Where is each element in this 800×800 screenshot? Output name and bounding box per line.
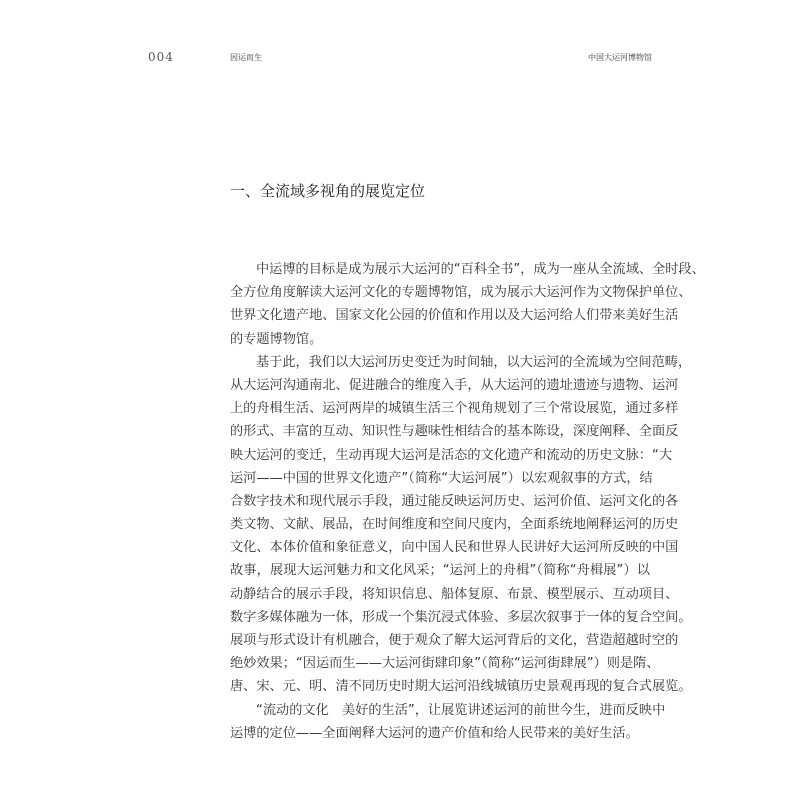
text-line: 文化、本体价值和象征意义，向中国人民和世界人民讲好大运河所反映的中国 [230,540,679,556]
section-title: 一、全流域多视角的展览定位 [230,182,426,201]
text-line: 全方位角度解读大运河文化的专题博物馆，成为展示大运河作为文物保护单位、 [230,285,692,301]
text-line: 运河——中国的世界文化遗产”（简称“大运河展”）以宏观叙事的方式，结 [230,470,653,486]
body-text [230,258,705,745]
text-line: 上的舟楫生活、运河两岸的城镇生活三个视角规划了三个常设展览，通过多样 [230,401,679,417]
paragraph-3 [230,699,666,745]
text-line: 绝妙效果；“因运而生——大运河街肆印象”（简称“运河街肆展”）则是隋、 [230,656,660,672]
running-title-left: 因运而生 [230,53,262,62]
text-line: 故事，展现大运河魅力和文化风采；“运河上的舟楫”（简称“舟楫展”）以 [230,563,650,579]
text-line: “流动的文化 美好的生活”，让展览讲述运河的前世今生，进而反映中 [256,702,666,718]
paragraph-1 [230,258,705,351]
text-line: 类文物、文献、展品，在时间维度和空间尺度内，全面系统地阐释运河的历史 [230,517,679,533]
text-line: 中运博的目标是成为展示大运河的“百科全书”，成为一座从全流域、全时段、 [256,262,705,277]
paragraph-2 [230,351,692,699]
text-line: 从大运河沟通南北、促进融合的维度入手，从大运河的遗址遗迹与遗物、运河 [230,377,679,393]
running-title-right: 中国大运河博物馆 [588,53,652,62]
text-line: 展项与形式设计有机融合，便于观众了解大运河背后的文化，营造超越时空的 [230,633,679,648]
text-line: 合数字技术和现代展示手段，通过能反映运河历史、运河价值、运河文化的各 [230,493,679,509]
page-header [148,50,652,66]
text-line: 运博的定位——全面阐释大运河的遗产价值和给人民带来的美好生活。 [230,725,639,741]
page-number: 004 [148,50,174,64]
text-line: 基于此，我们以大运河历史变迁为时间轴，以大运河的全流域为空间范畴， [256,354,692,370]
text-line: 映大运河的变迁，生动再现大运河是活态的文化遗产和流动的历史文脉：“大 [230,447,673,463]
text-line: 动静结合的展示手段，将知识信息、船体复原、布景、模型展示、互动项目、 [230,586,679,602]
text-line: 数字多媒体融为一体，形成一个集沉浸式体验、多层次叙事于一体的复合空间。 [230,609,692,625]
text-line: 唐、宋、元、明、清不同历史时期大运河沿线城镇历史景观再现的复合式展览。 [230,679,692,695]
text-line: 的形式、丰富的互动、知识性与趣味性相结合的基本陈设，深度阐释、全面反 [230,424,679,440]
text-line: 的专题博物馆。 [230,331,323,347]
text-line: 世界文化遗产地、国家文化公园的价值和作用以及大运河给人们带来美好生活 [230,308,679,324]
